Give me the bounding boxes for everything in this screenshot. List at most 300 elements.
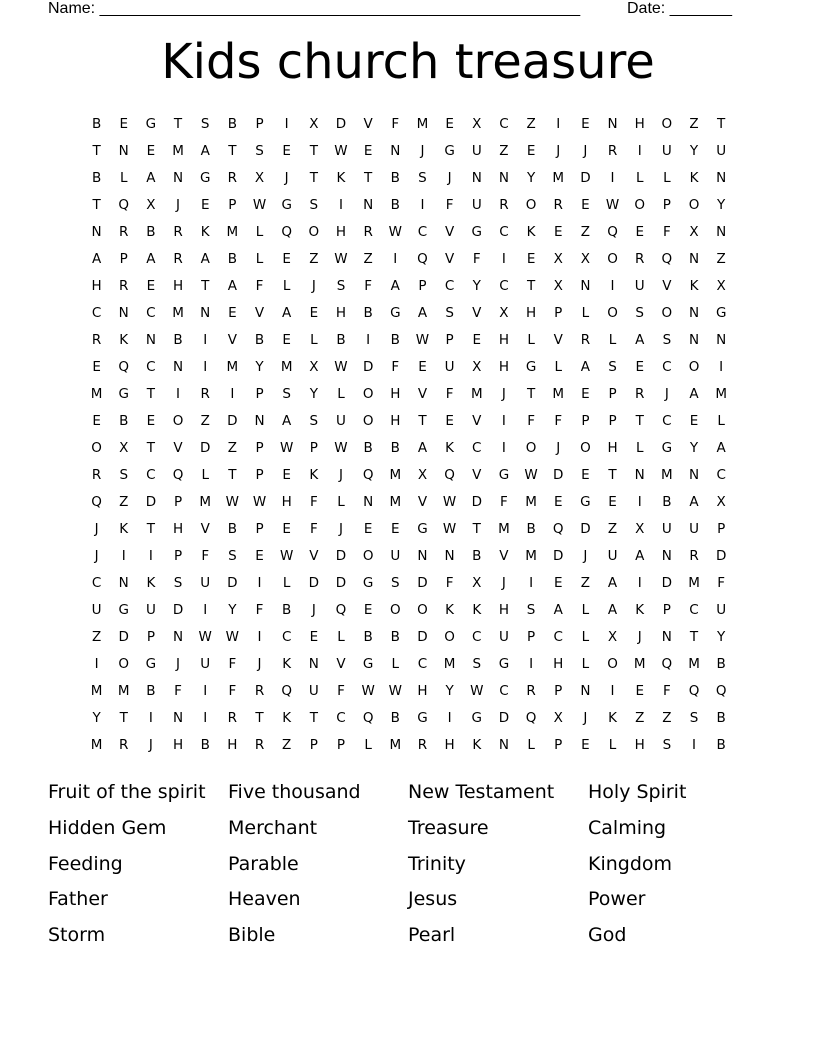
grid-letter: F	[364, 278, 373, 294]
grid-letter: O	[91, 440, 102, 456]
grid-row	[83, 246, 735, 273]
grid-letter: X	[472, 116, 482, 132]
grid-letter: I	[94, 656, 99, 672]
grid-row	[83, 651, 735, 678]
grid-letter: D	[118, 629, 129, 645]
grid-letter: E	[581, 197, 590, 213]
grid-letter: O	[362, 386, 374, 402]
grid-letter: H	[444, 737, 455, 753]
grid-letter: Y	[689, 440, 699, 456]
grid-letter: S	[255, 143, 264, 159]
grid-letter: H	[417, 683, 428, 699]
grid-letter: T	[119, 710, 128, 726]
grid-letter: K	[472, 602, 482, 618]
grid-letter: B	[716, 710, 726, 726]
grid-letter: G	[444, 143, 455, 159]
grid-letter: L	[608, 737, 617, 753]
grid-letter: B	[173, 332, 183, 348]
grid-letter: L	[201, 467, 209, 483]
grid-letter: X	[499, 305, 509, 321]
grid-letter: O	[389, 602, 401, 618]
grid-letter: E	[146, 143, 156, 159]
grid-letter: S	[309, 197, 319, 213]
grid-letter: P	[255, 386, 264, 402]
grid-letter: B	[282, 602, 292, 618]
grid-letter: S	[608, 359, 617, 375]
grid-letter: E	[363, 143, 373, 159]
grid-letter: W	[388, 224, 402, 240]
grid-letter: P	[717, 521, 726, 537]
grid-letter: X	[553, 251, 563, 267]
grid-letter: K	[635, 602, 645, 618]
grid-letter: M	[443, 656, 456, 672]
grid-letter: I	[148, 548, 153, 564]
grid-letter: S	[662, 332, 672, 348]
grid-letter: C	[91, 575, 102, 591]
grid-letter: L	[255, 224, 264, 240]
grid-letter: K	[445, 602, 455, 618]
grid-letter: R	[119, 737, 129, 753]
grid-letter: T	[635, 413, 644, 429]
grid-letter: I	[203, 710, 208, 726]
grid-letter: I	[257, 629, 262, 645]
grid-letter: W	[605, 197, 620, 213]
grid-letter: E	[92, 359, 101, 375]
grid-letter: E	[418, 359, 427, 375]
grid-letter: H	[227, 737, 238, 753]
grid-letter: F	[391, 359, 400, 375]
grid-letter: X	[635, 521, 645, 537]
grid-letter: P	[554, 683, 563, 699]
name-field-label: Name: ______________________________________________________	[48, 0, 581, 17]
grid-letter: N	[716, 224, 727, 240]
grid-letter: J	[556, 440, 561, 456]
grid-letter: M	[688, 575, 700, 591]
grid-letter: X	[553, 710, 563, 726]
grid-letter: P	[228, 197, 237, 213]
grid-letter: C	[472, 629, 482, 645]
grid-letter: H	[498, 332, 509, 348]
grid-letter: M	[117, 683, 130, 699]
grid-letter: P	[255, 521, 264, 537]
grid-letter: L	[635, 440, 644, 456]
grid-letter: D	[200, 440, 211, 456]
grid-letter: P	[581, 413, 590, 429]
grid-letter: T	[717, 116, 726, 132]
grid-letter: Z	[200, 413, 210, 429]
grid-letter: K	[526, 224, 536, 240]
grid-letter: C	[499, 116, 509, 132]
grid-letter: R	[227, 170, 238, 186]
grid-letter: E	[581, 737, 590, 753]
grid-letter: M	[389, 494, 402, 510]
grid-letter: E	[309, 629, 319, 645]
grid-letter: I	[637, 143, 642, 159]
grid-letter: E	[553, 224, 563, 240]
grid-letter: N	[716, 332, 727, 348]
grid-letter: O	[118, 656, 130, 672]
grid-letter: W	[252, 494, 267, 510]
grid-letter: B	[227, 251, 237, 267]
grid-letter: L	[581, 305, 590, 321]
grid-letter: N	[688, 467, 700, 483]
grid-letter: N	[498, 170, 509, 186]
grid-letter: W	[334, 251, 348, 267]
grid-letter: L	[391, 656, 400, 672]
grid-letter: U	[145, 602, 156, 618]
grid-letter: H	[335, 224, 347, 240]
grid-letter: T	[418, 413, 427, 429]
grid-letter: K	[200, 224, 210, 240]
grid-letter: F	[554, 413, 563, 429]
grid-letter: M	[389, 737, 402, 753]
grid-letter: E	[282, 467, 291, 483]
grid-letter: O	[661, 116, 673, 132]
grid-letter: I	[284, 116, 289, 132]
grid-letter: H	[526, 305, 537, 321]
grid-letter: V	[472, 305, 482, 321]
grid-letter: G	[580, 494, 591, 510]
grid-letter: G	[118, 386, 129, 402]
grid-letter: X	[417, 467, 428, 483]
grid-letter: M	[525, 494, 537, 510]
grid-letter: V	[472, 413, 482, 429]
grid-letter: B	[336, 332, 346, 348]
grid-letter: U	[634, 278, 645, 294]
grid-letter: W	[279, 440, 294, 456]
grid-letter: O	[688, 359, 700, 375]
grid-letter: Y	[717, 197, 726, 213]
grid-row	[83, 381, 735, 408]
grid-letter: L	[337, 386, 345, 402]
grid-letter: G	[362, 575, 374, 591]
grid-letter: G	[661, 440, 673, 456]
grid-letter: J	[664, 386, 669, 402]
grid-letter: A	[689, 494, 699, 510]
grid-letter: P	[309, 440, 318, 456]
word-list-item: Storm	[48, 924, 106, 947]
grid-letter: N	[118, 305, 129, 321]
grid-letter: G	[471, 224, 482, 240]
grid-letter: D	[580, 521, 591, 537]
grid-letter: L	[282, 575, 291, 591]
word-list-item: New Testament	[408, 781, 555, 803]
grid-letter: W	[524, 467, 538, 483]
grid-letter: V	[662, 278, 672, 294]
grid-letter: A	[689, 386, 699, 402]
grid-letter: Q	[661, 251, 673, 267]
grid-letter: X	[716, 494, 726, 510]
grid-letter: K	[689, 278, 699, 294]
grid-letter: U	[308, 683, 319, 699]
grid-letter: X	[472, 575, 482, 591]
grid-letter: F	[228, 656, 237, 672]
grid-letter: B	[390, 170, 400, 186]
grid-letter: O	[525, 440, 537, 456]
grid-letter: F	[391, 116, 400, 132]
grid-letter: B	[472, 548, 482, 564]
grid-letter: J	[257, 656, 262, 672]
grid-letter: R	[553, 197, 563, 213]
grid-letter: B	[91, 170, 102, 186]
grid-letter: C	[146, 305, 156, 321]
grid-letter: T	[472, 521, 481, 537]
grid-letter: R	[254, 683, 265, 699]
grid-letter: J	[583, 143, 588, 159]
grid-letter: T	[92, 197, 101, 213]
grid-letter: I	[610, 170, 615, 186]
grid-letter: A	[607, 575, 618, 591]
grid-letter: O	[580, 440, 591, 456]
grid-letter: D	[227, 413, 238, 429]
grid-letter: A	[200, 143, 210, 159]
grid-letter: C	[499, 683, 509, 699]
grid-letter: V	[417, 494, 428, 510]
grid-letter: I	[529, 575, 534, 591]
grid-letter: E	[119, 116, 128, 132]
grid-letter: H	[498, 359, 509, 375]
grid-letter: J	[583, 548, 588, 564]
grid-letter: L	[581, 656, 590, 672]
grid-letter: Q	[118, 197, 130, 213]
grid-letter: D	[335, 548, 347, 564]
grid-letter: P	[309, 737, 318, 753]
grid-letter: R	[635, 386, 645, 402]
grid-letter: E	[581, 386, 590, 402]
grid-letter: Z	[580, 224, 591, 240]
grid-letter: Z	[580, 575, 591, 591]
grid-letter: Y	[526, 170, 536, 186]
grid-row	[83, 705, 735, 732]
grid-letter: B	[390, 440, 400, 456]
grid-letter: J	[447, 170, 452, 186]
grid-letter: J	[556, 143, 561, 159]
grid-letter: W	[334, 143, 348, 159]
grid-letter: K	[336, 170, 346, 186]
grid-letter: G	[145, 116, 157, 132]
grid-letter: V	[417, 386, 428, 402]
grid-letter: T	[255, 710, 264, 726]
grid-letter: F	[445, 197, 454, 213]
grid-letter: Q	[715, 683, 727, 699]
grid-letter: O	[444, 629, 455, 645]
grid-letter: U	[661, 143, 672, 159]
grid-letter: L	[282, 278, 291, 294]
grid-letter: M	[172, 143, 184, 159]
grid-letter: E	[255, 548, 264, 564]
grid-letter: J	[338, 467, 343, 483]
grid-letter: M	[199, 494, 212, 510]
grid-letter: R	[173, 251, 183, 267]
word-list-item: Calming	[588, 816, 667, 839]
grid-letter: R	[254, 737, 265, 753]
grid-letter: A	[553, 602, 563, 618]
grid-letter: P	[608, 413, 617, 429]
grid-letter: M	[661, 467, 673, 483]
grid-letter: H	[172, 278, 184, 294]
grid-letter: F	[201, 548, 210, 564]
grid-letter: O	[607, 305, 618, 321]
grid-letter: T	[146, 386, 156, 402]
grid-letter: C	[689, 602, 699, 618]
grid-letter: L	[608, 332, 617, 348]
grid-letter: C	[472, 440, 482, 456]
grid-letter: I	[610, 278, 615, 294]
grid-letter: B	[146, 683, 156, 699]
grid-letter: H	[390, 386, 401, 402]
grid-letter: Y	[689, 143, 699, 159]
grid-letter: R	[607, 143, 618, 159]
grid-letter: N	[444, 548, 455, 564]
grid-letter: V	[254, 305, 265, 321]
grid-row	[83, 219, 735, 246]
grid-letter: F	[255, 602, 264, 618]
grid-letter: F	[255, 278, 264, 294]
grid-letter: S	[309, 413, 319, 429]
grid-letter: N	[172, 710, 184, 726]
grid-letter: A	[635, 332, 645, 348]
grid-letter: M	[90, 683, 103, 699]
grid-letter: I	[501, 251, 506, 267]
grid-letter: T	[173, 116, 183, 132]
grid-letter: A	[417, 440, 428, 456]
grid-letter: N	[118, 575, 129, 591]
grid-letter: I	[230, 386, 235, 402]
grid-letter: A	[390, 278, 400, 294]
grid-letter: T	[608, 467, 617, 483]
grid-letter: M	[498, 521, 510, 537]
grid-letter: J	[311, 278, 316, 294]
grid-letter: Z	[526, 116, 536, 132]
grid-letter: U	[716, 143, 727, 159]
grid-letter: A	[716, 440, 726, 456]
grid-letter: T	[201, 278, 210, 294]
grid-row	[83, 570, 735, 597]
grid-letter: U	[689, 521, 699, 537]
grid-letter: R	[417, 737, 428, 753]
grid-letter: J	[501, 575, 506, 591]
grid-letter: S	[200, 116, 210, 132]
grid-letter: Z	[119, 494, 129, 510]
grid-letter: A	[580, 359, 591, 375]
grid-row	[83, 408, 735, 435]
grid-letter: Q	[91, 494, 102, 510]
grid-letter: N	[688, 305, 700, 321]
grid-row	[83, 327, 735, 354]
grid-letter: I	[148, 710, 153, 726]
grid-letter: N	[471, 170, 482, 186]
grid-letter: Z	[91, 629, 102, 645]
grid-letter: O	[172, 413, 184, 429]
grid-letter: J	[637, 629, 642, 645]
grid-letter: D	[172, 602, 184, 618]
grid-letter: C	[146, 467, 156, 483]
grid-letter: W	[334, 359, 348, 375]
grid-letter: C	[417, 656, 428, 672]
grid-letter: E	[282, 521, 291, 537]
word-list-item: Five thousand	[228, 781, 361, 803]
grid-letter: M	[280, 359, 293, 375]
grid-letter: V	[444, 251, 455, 267]
grid-letter: E	[581, 467, 590, 483]
word-list-item: Holy Spirit	[588, 781, 687, 803]
grid-letter: U	[200, 575, 211, 591]
grid-letter: O	[607, 251, 618, 267]
grid-letter: B	[526, 521, 536, 537]
grid-letter: G	[281, 197, 292, 213]
grid-letter: T	[309, 143, 318, 159]
grid-letter: D	[145, 494, 157, 510]
grid-letter: D	[661, 575, 673, 591]
grid-letter: B	[390, 710, 400, 726]
grid-letter: D	[553, 467, 564, 483]
grid-letter: B	[91, 116, 102, 132]
grid-letter: D	[580, 170, 591, 186]
grid-letter: L	[337, 494, 345, 510]
grid-letter: N	[688, 332, 700, 348]
grid-letter: P	[119, 251, 128, 267]
grid-letter: S	[119, 467, 129, 483]
grid-letter: V	[499, 548, 509, 564]
grid-letter: P	[173, 548, 183, 564]
grid-letter: G	[199, 170, 211, 186]
grid-letter: F	[500, 494, 508, 510]
grid-row	[83, 489, 735, 516]
grid-letter: W	[470, 683, 484, 699]
grid-letter: E	[146, 413, 156, 429]
grid-letter: E	[282, 332, 291, 348]
grid-letter: X	[689, 224, 699, 240]
grid-letter: Z	[689, 116, 699, 132]
grid-letter: Z	[662, 710, 672, 726]
grid-letter: B	[363, 440, 373, 456]
grid-letter: Q	[362, 467, 374, 483]
grid-letter: V	[227, 332, 237, 348]
grid-letter: N	[390, 143, 401, 159]
grid-letter: A	[146, 251, 156, 267]
grid-letter: J	[94, 548, 99, 564]
grid-letter: J	[148, 737, 153, 753]
grid-letter: X	[580, 251, 591, 267]
grid-letter: M	[389, 467, 402, 483]
grid-letter: V	[553, 332, 563, 348]
grid-letter: T	[309, 170, 318, 186]
grid-letter: E	[581, 116, 590, 132]
grid-letter: Q	[172, 467, 184, 483]
grid-letter: N	[172, 170, 184, 186]
grid-letter: E	[635, 224, 644, 240]
grid-letter: T	[228, 467, 237, 483]
grid-letter: O	[417, 602, 428, 618]
grid-letter: I	[393, 251, 398, 267]
grid-letter: H	[91, 278, 102, 294]
grid-letter: W	[334, 440, 348, 456]
grid-letter: M	[470, 386, 483, 402]
grid-letter: G	[118, 602, 129, 618]
grid-letter: H	[498, 602, 509, 618]
grid-letter: N	[716, 170, 727, 186]
grid-letter: N	[200, 305, 211, 321]
grid-letter: Y	[472, 278, 481, 294]
grid-letter: G	[390, 305, 401, 321]
grid-letter: B	[200, 737, 210, 753]
grid-letter: N	[607, 116, 618, 132]
grid-letter: D	[335, 116, 347, 132]
grid-letter: I	[719, 359, 724, 375]
grid-letter: C	[146, 359, 156, 375]
grid-letter: B	[363, 629, 373, 645]
grid-letter: O	[525, 197, 537, 213]
